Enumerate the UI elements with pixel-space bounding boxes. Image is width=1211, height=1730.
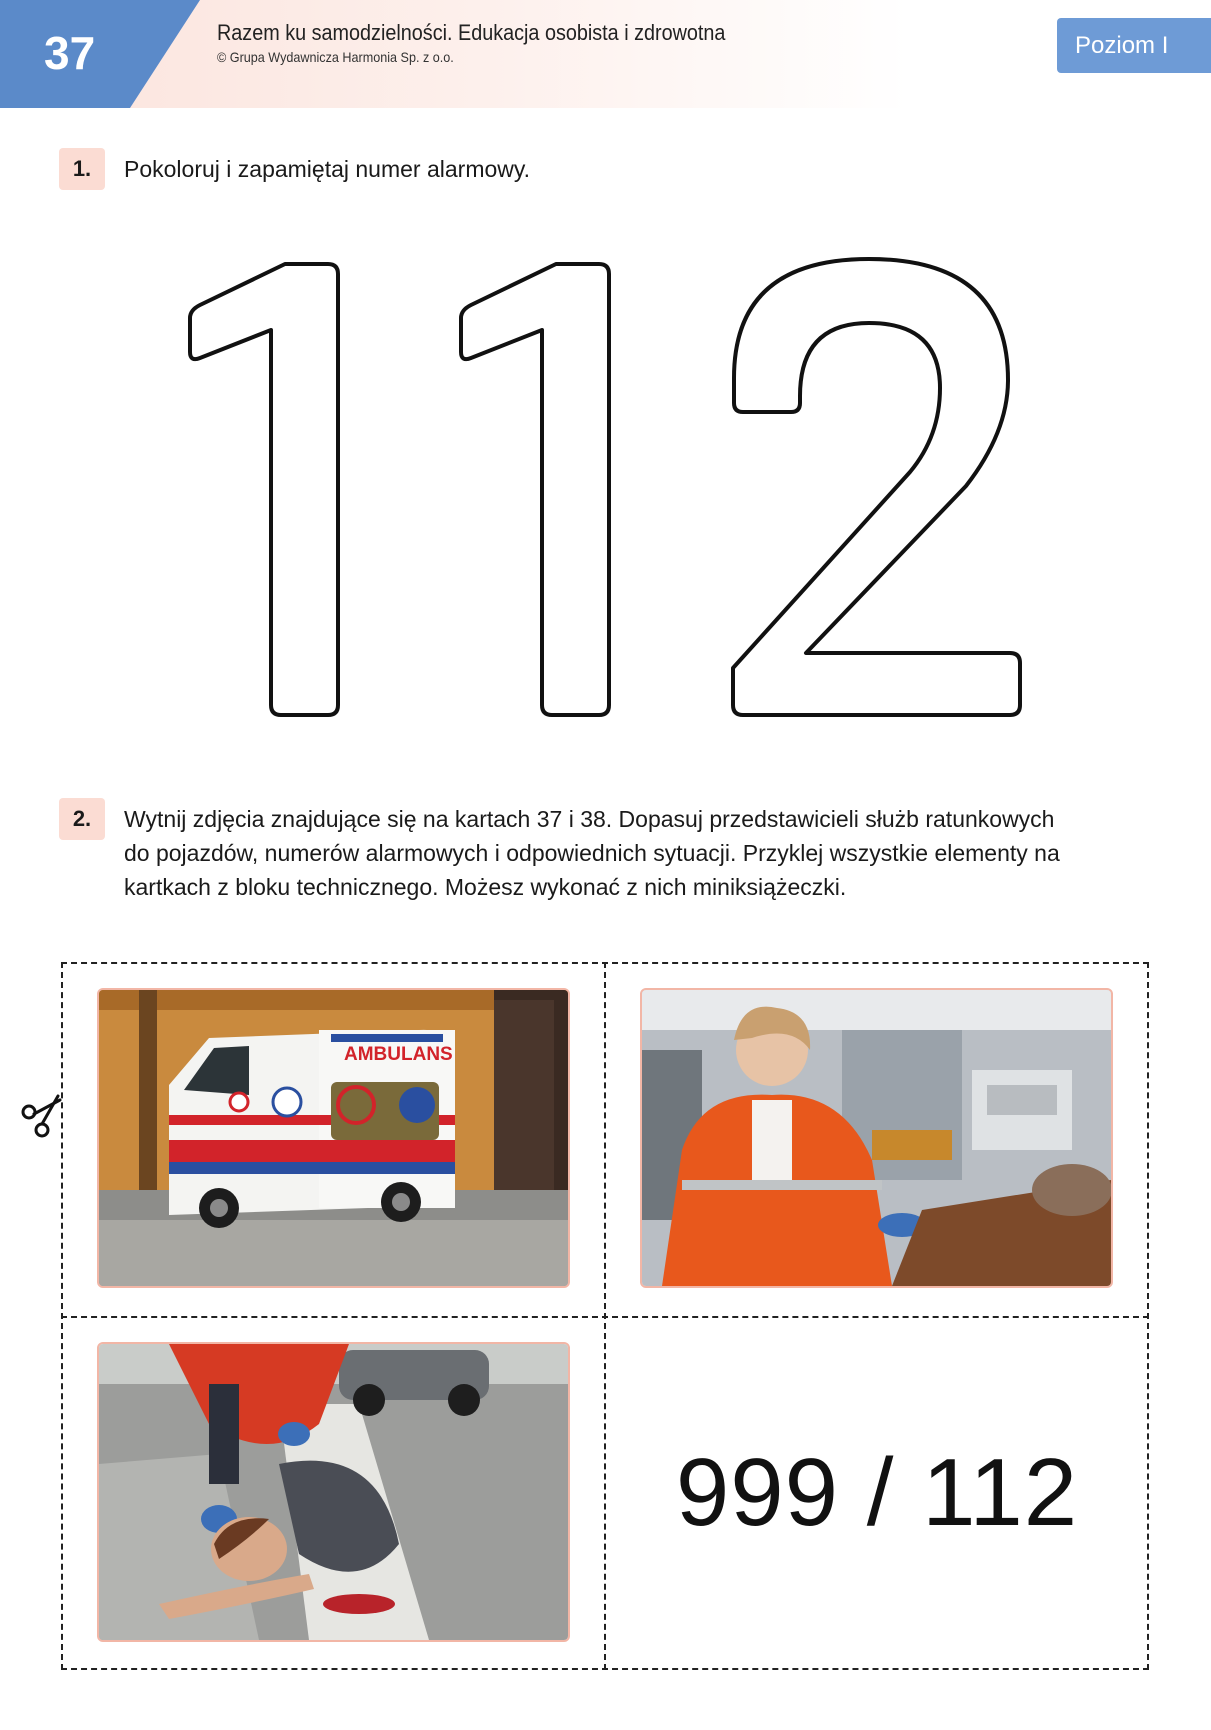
level-badge: Poziom I [1057,18,1211,73]
task-2-number: 2. [59,798,105,840]
paramedic-photo[interactable] [640,988,1113,1288]
task-2-line-3: kartkach z bloku technicznego. Możesz wykonać z nich miniksiążeczki. [124,874,847,900]
book-title: Razem ku samodzielności. Edukacja osobista i zdrowotna [217,20,726,45]
ambulance-photo[interactable] [97,988,570,1288]
page-number: 37 [44,27,96,79]
digit-one-second [461,264,609,715]
copyright-notice: © Grupa Wydawnicza Harmonia Sp. z o.o. [217,49,454,65]
emergency-numbers-card[interactable]: 999 / 112 [675,1439,1079,1546]
ambulance-vehicle [169,1030,455,1228]
digit-one-first [190,264,338,715]
task-2-line-1: Wytnij zdjęcia znajdujące się na kartach 37 i 38. Dopasuj przedstawicieli służb ratunkowych [124,806,1055,832]
ambulance-label: AMBULANS [344,1044,453,1065]
task-1-instruction: Pokoloruj i zapamiętaj numer alarmowy. [124,156,531,182]
task-2-line-2: do pojazdów, numerów alarmowych i odpowiednich sytuacji. Przyklej wszystkie elementy na [124,840,1060,866]
digit-two [733,259,1020,715]
accident-victim-photo[interactable] [97,1342,570,1642]
task-1-number: 1. [59,148,105,190]
outlined-number-112 [0,0,1211,760]
scissors-icon [20,1092,64,1142]
